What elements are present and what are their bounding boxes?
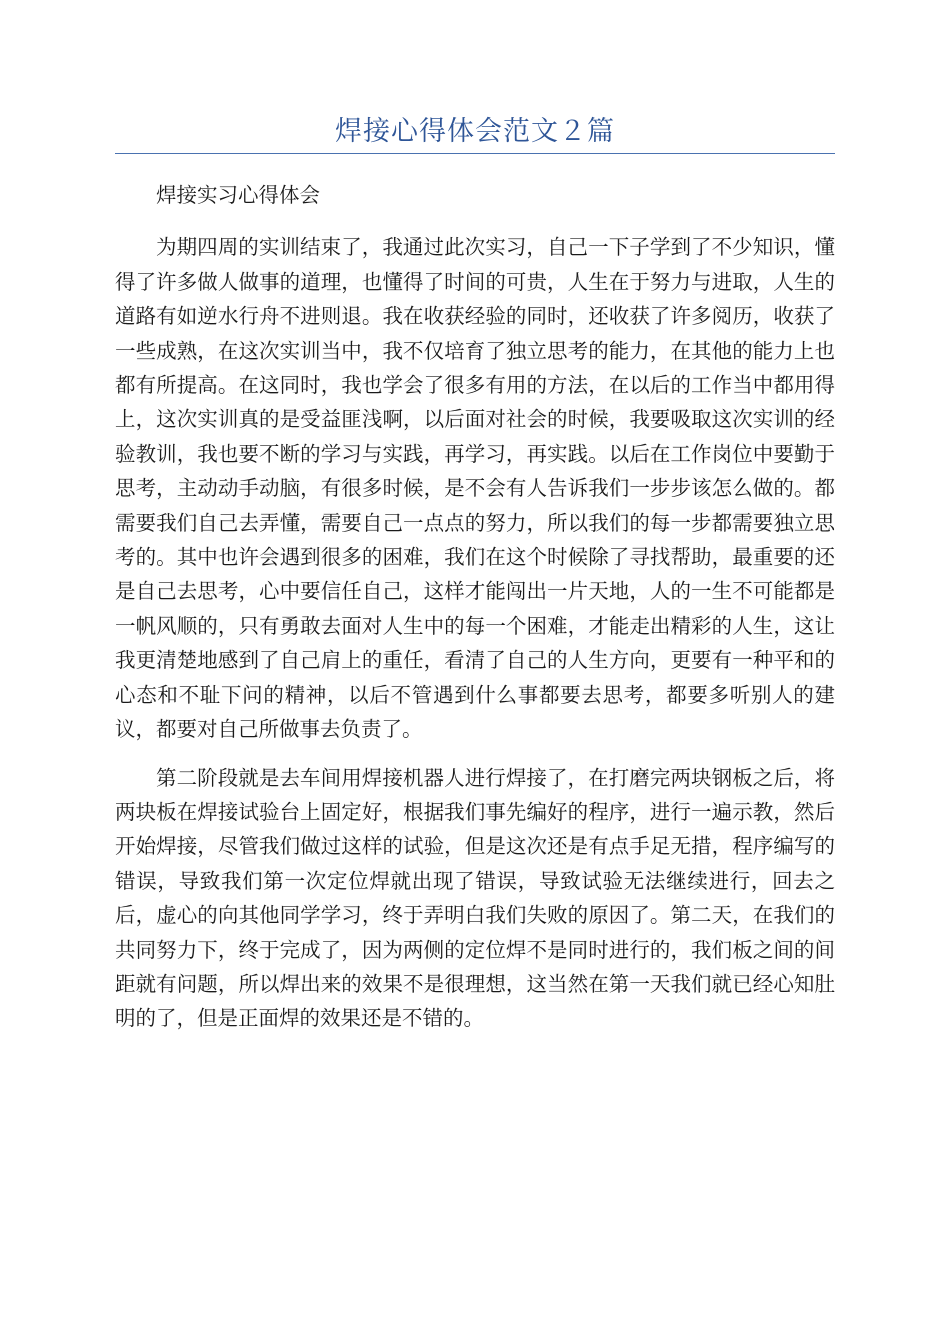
document-title: 焊接心得体会范文２篇 — [335, 116, 615, 147]
paragraph-1: 为期四周的实训结束了，我通过此次实习，自己一下子学到了不少知识，懂得了许多做人做事的道理，也懂得了时间的可贵，人生在于努力与进取，人生的道路有如逆水行舟不进则退。我在收获经验的同时，还收获了许多阅历，收获了一些成熟，在这次实训当中，我不仅培育了独立思考的能力，在其他的能力上也都有所提高。在这同时，我也学会了很多有用的方法，在以后的工作当中都用得上，这次实训真的是受益匪浅啊，以后面对社会的时候，我要吸取这次实训的经验教训，我也要不断的学习与实践，再学习，再实践。以后在工作岗位中要勤于思考，主动动手动脑，有很多时候，是不会有人告诉我们一步步该怎么做的。都需要我们自己去弄懂，需要自己一点点的努力，所以我们的每一步都需要独立思考的。其中也许会遇到很多的困难，我们在这个时候除了寻找帮助，最重要的还是自己去思考，心中要信任自己，这样才能闯出一片天地，人的一生不可能都是一帆风顺的，只有勇敢去面对人生中的每一个困难，才能走出精彩的人生，这让我更清楚地感到了自己肩上的重任，看清了自己的人生方向，更要有一种平和的心态和不耻下问的精神，以后不管遇到什么事都要去思考，都要多听别人的建议，都要对自己所做事去负责了。 — [115, 235, 835, 742]
paragraph-2: 第二阶段就是去车间用焊接机器人进行焊接了，在打磨完两块钢板之后，将两块板在焊接试验台上固定好，根据我们事先编好的程序，进行一遍示教，然后开始焊接，尽管我们做过这样的试验，但是这次还是有点手足无措，程序编写的错误，导致我们第一次定位焊就出现了错误，导致试验无法继续进行，回去之后，虚心的向其他同学学习，终于弄明白我们失败的原因了。第二天，在我们的共同努力下，终于完成了，因为两侧的定位焊不是同时进行的，我们板之间的间距就有问题，所以焊出来的效果不是很理想，这当然在第一天我们就已经心知肚明的了，但是正面焊的效果还是不错的。 — [115, 765, 835, 1031]
section-heading: 焊接实习心得体会 — [156, 183, 320, 207]
title-underline — [115, 153, 835, 154]
document-body — [115, 178, 835, 1050]
